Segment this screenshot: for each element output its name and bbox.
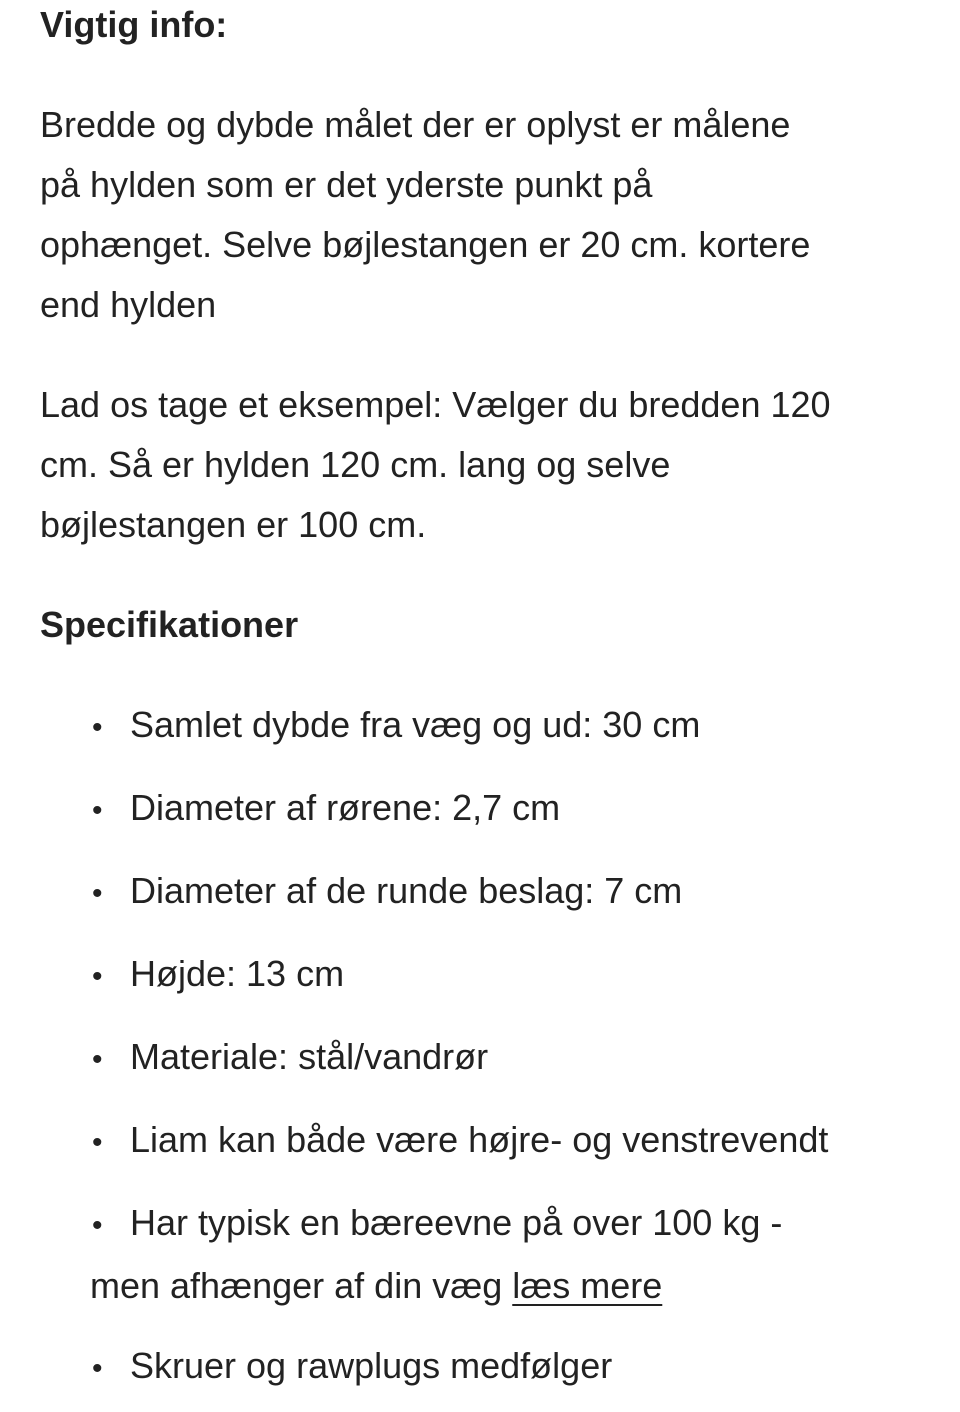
spec-text: Har typisk en bæreevne på over 100 kg -	[130, 1202, 783, 1243]
list-item	[90, 778, 940, 841]
text-line: Lad os tage et eksempel: Vælger du bredden 120	[40, 384, 831, 425]
bullet-icon: •	[92, 960, 103, 993]
bullet-icon: •	[92, 1126, 103, 1159]
text-line: ophænget. Selve bøjlestangen er 20 cm. kortere	[40, 224, 811, 265]
list-item	[90, 1193, 940, 1316]
info-paragraph-1	[40, 95, 940, 335]
text-line: cm. Så er hylden 120 cm. lang og selve	[40, 444, 671, 485]
bullet-icon: •	[92, 1043, 103, 1076]
list-item	[90, 1336, 940, 1399]
bullet-icon: •	[92, 877, 103, 910]
read-more-link[interactable]: læs mere	[512, 1265, 663, 1306]
list-item	[90, 944, 940, 1007]
text-line: bøjlestangen er 100 cm.	[40, 504, 427, 545]
spec-text: Skruer og rawplugs medfølger	[130, 1345, 613, 1386]
text-line: Bredde og dybde målet der er oplyst er målene	[40, 104, 791, 145]
list-item	[90, 861, 940, 924]
text-line: på hylden som er det yderste punkt på	[40, 164, 653, 205]
bullet-icon: •	[92, 1352, 103, 1385]
text-line: end hylden	[40, 284, 217, 325]
spec-text-continued	[90, 1256, 940, 1316]
spec-text: Højde: 13 cm	[130, 953, 345, 994]
list-item	[90, 1027, 940, 1090]
spec-text: Materiale: stål/vandrør	[130, 1036, 489, 1077]
specs-heading: Specifikationer	[40, 604, 299, 645]
spec-text: Samlet dybde fra væg og ud: 30 cm	[130, 704, 701, 745]
spec-text: Diameter af rørene: 2,7 cm	[130, 787, 561, 828]
spec-text: Diameter af de runde beslag: 7 cm	[130, 870, 683, 911]
bullet-icon: •	[92, 794, 103, 827]
info-heading: Vigtig info:	[40, 4, 228, 45]
list-item	[90, 1110, 940, 1173]
bullet-icon: •	[92, 711, 103, 744]
specs-list	[40, 695, 940, 1399]
spec-text: men afhænger af din væg	[90, 1265, 513, 1306]
info-paragraph-2	[40, 375, 940, 555]
spec-text: Liam kan både være højre- og venstrevendt	[130, 1119, 829, 1160]
list-item	[90, 695, 940, 758]
bullet-icon: •	[92, 1209, 103, 1242]
